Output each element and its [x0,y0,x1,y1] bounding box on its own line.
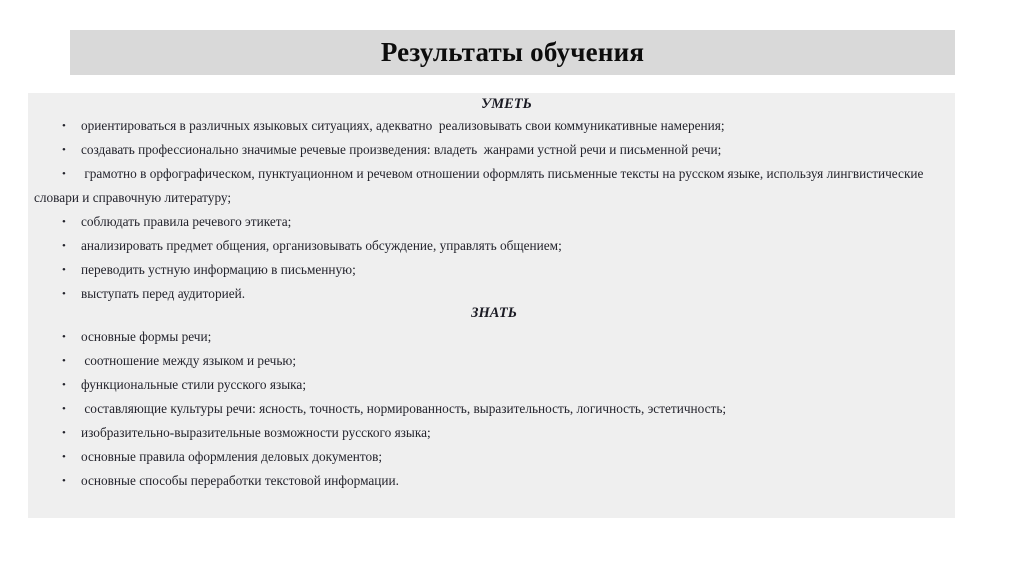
list-item: • грамотно в орфографическом, пунктуационном и речевом отношении оформлять письменные тексты на русском языке, используя лингвистические словари и справочную литературу; [28,162,955,210]
section-heading-znat: ЗНАТЬ [471,305,517,321]
list-item: • соблюдать правила речевого этикета; [28,210,955,234]
slide-title-band [70,30,955,75]
list-item: • составляющие культуры речи: ясность, точность, нормированность, выразительность, логичность, эстетичность; [28,397,955,421]
list-item: • ориентироваться в различных языковых ситуациях, адекватно реализовывать свои коммуникативные намерения; [28,114,955,138]
list-item: • изобразительно-выразительные возможности русского языка; [28,421,955,445]
list-item: • соотношение между языком и речью; [28,349,955,373]
list-item: • выступать перед аудиторией. [28,282,955,306]
list-item: • основные способы переработки текстовой информации. [28,469,955,493]
slide-content-panel [28,93,955,518]
list-item: • основные формы речи; [28,325,955,349]
learning-outcomes-skills-list [28,114,955,306]
list-item: • функциональные стили русского языка; [28,373,955,397]
page-title: Результаты обучения [380,37,645,67]
section-heading-umet: УМЕТЬ [481,96,532,112]
list-item: • анализировать предмет общения, организовывать обсуждение, управлять общением; [28,234,955,258]
list-item: • переводить устную информацию в письменную; [28,258,955,282]
list-item: • основные правила оформления деловых документов; [28,445,955,469]
list-item: • создавать профессионально значимые речевые произведения: владеть жанрами устной речи и письменной речи; [28,138,955,162]
learning-outcomes-knowledge-list [28,325,955,493]
